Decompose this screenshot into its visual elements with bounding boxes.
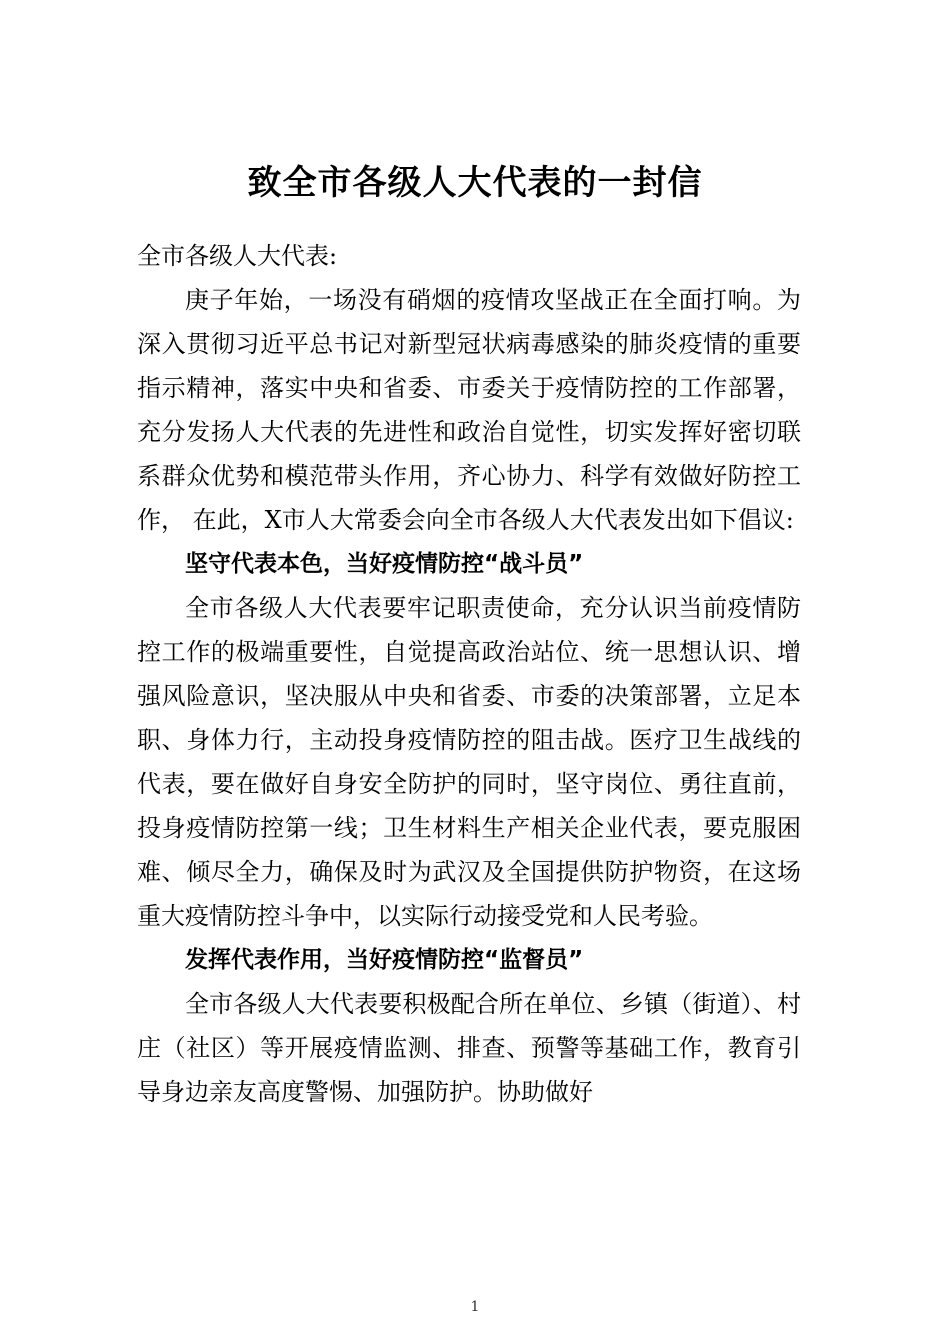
page-number: 1 (470, 1299, 480, 1315)
section-paragraph: 全市各级人大代表要积极配合所在单位、乡镇（街道）、村庄（社区）等开展疫情监测、排查、预警等基础工作，教育引导身边亲友高度警惕、加强防护。协助做好 (137, 990, 801, 1106)
section-paragraph: 全市各级人大代表要牢记职责使命，充分认识当前疫情防控工作的极端重要性，自觉提高政治站位、统一思想认识、增强风险意识，坚决服从中央和省委、市委的决策部署，立足本职、身体力行，主动投身疫情防控的阻击战。医疗卫生战线的代表，要在做好自身安全防护的同时，坚守岗位、勇往直前，投身疫情防控第一线；卫生材料生产相关企业代表，要克服困难、倾尽全力，确保及时为武汉及全国提供防护物资，在这场重大疫情防控斗争中，以实际行动接受党和人民考验。 (137, 594, 801, 930)
document-title: 致全市各级人大代表的一封信 (247, 162, 703, 203)
salutation: 全市各级人大代表: (137, 242, 338, 270)
intro-paragraph: 庚子年始，一场没有硝烟的疫情攻坚战正在全面打响。为深入贯彻习近平总书记对新型冠状病毒感染的肺炎疫情的重要指示精神，落实中央和省委、市委关于疫情防控的工作部署，充分发扬人大代表的先进性和政治自觉性，切实发挥好密切联系群众优势和模范带头作用，齐心协力、科学有效做好防控工作， 在此，X市人大常委会向全市各级人大代表发出如下倡议: (137, 286, 801, 534)
section-heading: 发挥代表作用，当好疫情防控“监督员” (185, 947, 584, 973)
document-body (137, 234, 801, 1114)
section-heading: 坚守代表本色，当好疫情防控“战斗员” (185, 551, 584, 577)
